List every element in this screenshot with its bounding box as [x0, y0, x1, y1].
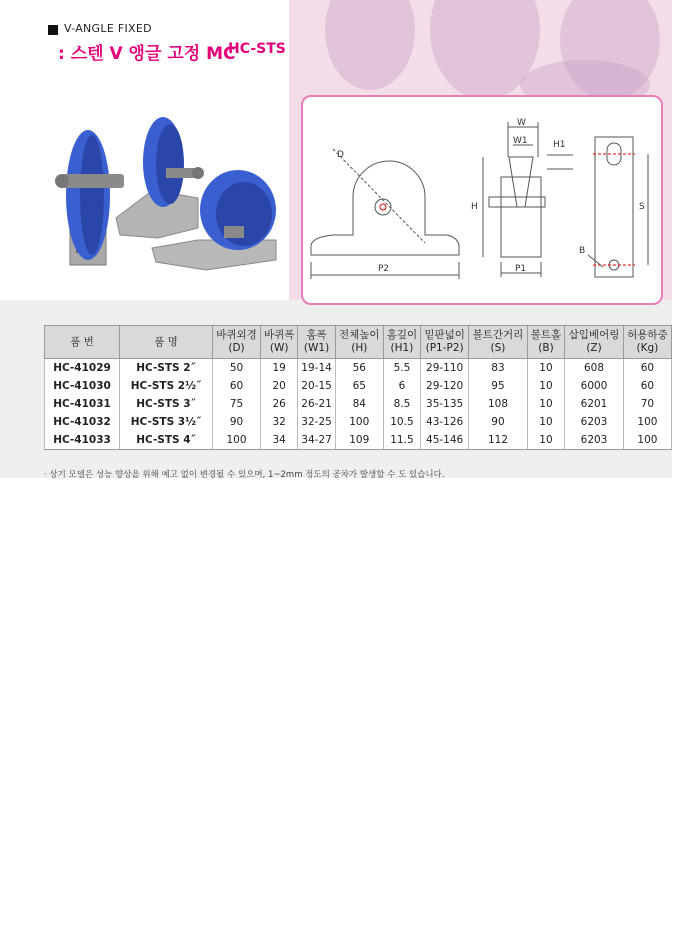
dim-label-w: W [517, 118, 526, 128]
technical-drawing [303, 97, 661, 303]
table-cell: 608 [565, 359, 624, 378]
dim-label-h: H [471, 202, 478, 212]
table-cell: HC-STS 2˝ [120, 359, 213, 378]
column-header [213, 326, 261, 359]
column-header [261, 326, 298, 359]
table-row [45, 413, 672, 431]
header-line: 바퀴폭 [263, 329, 295, 341]
table-row [45, 359, 672, 378]
table-cell: 11.5 [383, 431, 420, 450]
table-cell: 8.5 [383, 395, 420, 413]
table-cell: 95 [469, 377, 528, 395]
table-cell: 6 [383, 377, 420, 395]
dim-label-p1: P1 [515, 264, 527, 274]
column-header [623, 326, 671, 359]
header-unit: (W1) [303, 342, 330, 354]
header-unit: (D) [228, 342, 245, 354]
column-header [527, 326, 564, 359]
table-cell: 6203 [565, 413, 624, 431]
table-cell: HC-STS 4˝ [120, 431, 213, 450]
caster-image [55, 130, 124, 265]
header-line: 삽입베어링 [568, 329, 620, 341]
header-line: 바퀴외경 [216, 329, 257, 341]
header-unit: (Kg) [636, 342, 659, 354]
table-cell: 6201 [565, 395, 624, 413]
table-cell: 50 [213, 359, 261, 378]
dim-label-w1: W1 [513, 136, 528, 146]
table-cell: 26-21 [298, 395, 335, 413]
table-cell: 90 [213, 413, 261, 431]
column-header [120, 326, 213, 359]
table-header-row [45, 326, 672, 359]
table-cell: 34-27 [298, 431, 335, 450]
table-cell: 70 [623, 395, 671, 413]
column-header [383, 326, 420, 359]
table-cell: 10.5 [383, 413, 420, 431]
table-cell: 100 [213, 431, 261, 450]
header-line: 볼트홀 [530, 329, 562, 341]
table-cell: 100 [623, 431, 671, 450]
dim-label-p2: P2 [378, 264, 390, 274]
page-title: : 스텐 V 앵글 고정 MC [58, 44, 236, 64]
table-cell: 35-135 [421, 395, 469, 413]
table-cell: 10 [527, 377, 564, 395]
dim-label-h1: H1 [553, 140, 566, 150]
table-cell: 34 [261, 431, 298, 450]
table-cell: 10 [527, 413, 564, 431]
table-cell: 112 [469, 431, 528, 450]
column-header [45, 326, 120, 359]
header-unit: (H) [351, 342, 368, 354]
dim-label-d: D [337, 150, 344, 160]
column-header [565, 326, 624, 359]
table-cell: HC-41029 [45, 359, 120, 378]
table-cell: 84 [335, 395, 383, 413]
footnote: · 상기 모델은 성능 향상을 위해 예고 없이 변경될 수 있으며, 1~2mm 정도의 공차가 발생할 수 도 있습니다. [44, 470, 445, 480]
table-cell: HC-41033 [45, 431, 120, 450]
table-cell: 109 [335, 431, 383, 450]
header-line: 홈폭 [306, 329, 327, 341]
table-cell: 43-126 [421, 413, 469, 431]
table-cell: 32-25 [298, 413, 335, 431]
header-line: 품 번 [70, 335, 94, 348]
table-cell: HC-41032 [45, 413, 120, 431]
product-code: HC-STS [228, 41, 286, 57]
technical-drawing-panel [301, 95, 663, 305]
table-cell: 6000 [565, 377, 624, 395]
table-cell: 10 [527, 431, 564, 450]
table-cell: 100 [335, 413, 383, 431]
header-unit: (B) [538, 342, 554, 354]
column-header [298, 326, 335, 359]
table-row [45, 431, 672, 450]
table-cell: 45-146 [421, 431, 469, 450]
header-line: 허용하중 [627, 329, 668, 341]
table-cell: HC-STS 3˝ [120, 395, 213, 413]
table-cell: 20-15 [298, 377, 335, 395]
header-unit: (H1) [390, 342, 414, 354]
table-cell: 19-14 [298, 359, 335, 378]
table-cell: 10 [527, 395, 564, 413]
table-cell: 60 [623, 359, 671, 378]
table-cell: 75 [213, 395, 261, 413]
header-unit: (S) [490, 342, 506, 354]
table-cell: 60 [213, 377, 261, 395]
table-cell: 26 [261, 395, 298, 413]
header-line: 홈깊이 [386, 329, 418, 341]
caster-image [116, 117, 204, 238]
table-cell: 29-110 [421, 359, 469, 378]
table-cell: HC-41030 [45, 377, 120, 395]
table-cell: 29-120 [421, 377, 469, 395]
table-cell: 108 [469, 395, 528, 413]
table-cell: HC-STS 3½˝ [120, 413, 213, 431]
column-header [421, 326, 469, 359]
table-cell: 60 [623, 377, 671, 395]
table-cell: 83 [469, 359, 528, 378]
header-unit: (W) [269, 342, 289, 354]
dim-label-b: B [579, 246, 586, 256]
table-cell: 56 [335, 359, 383, 378]
table-cell: 10 [527, 359, 564, 378]
table-cell: 20 [261, 377, 298, 395]
table-body [45, 359, 672, 450]
column-header [469, 326, 528, 359]
header-unit: (P1-P2) [425, 342, 464, 354]
table-cell: 19 [261, 359, 298, 378]
header-line: 밑판넓이 [424, 329, 465, 341]
table-cell: 5.5 [383, 359, 420, 378]
table-cell: 90 [469, 413, 528, 431]
header-unit: (Z) [586, 342, 602, 354]
category-label: V-ANGLE FIXED [64, 22, 152, 35]
bullet-square [48, 25, 58, 35]
table-cell: HC-STS 2½˝ [120, 377, 213, 395]
table-cell: 32 [261, 413, 298, 431]
spec-table [44, 325, 672, 450]
header-line: 전체높이 [338, 329, 380, 341]
table-cell: 6203 [565, 431, 624, 450]
column-header [335, 326, 383, 359]
table-row [45, 377, 672, 395]
table-cell: HC-41031 [45, 395, 120, 413]
header-line: 볼트간거리 [472, 329, 524, 341]
table-row [45, 395, 672, 413]
table-cell: 100 [623, 413, 671, 431]
product-photo [48, 100, 288, 280]
table-cell: 65 [335, 377, 383, 395]
header-line: 품 명 [154, 335, 178, 348]
dim-label-s: S [639, 202, 645, 212]
